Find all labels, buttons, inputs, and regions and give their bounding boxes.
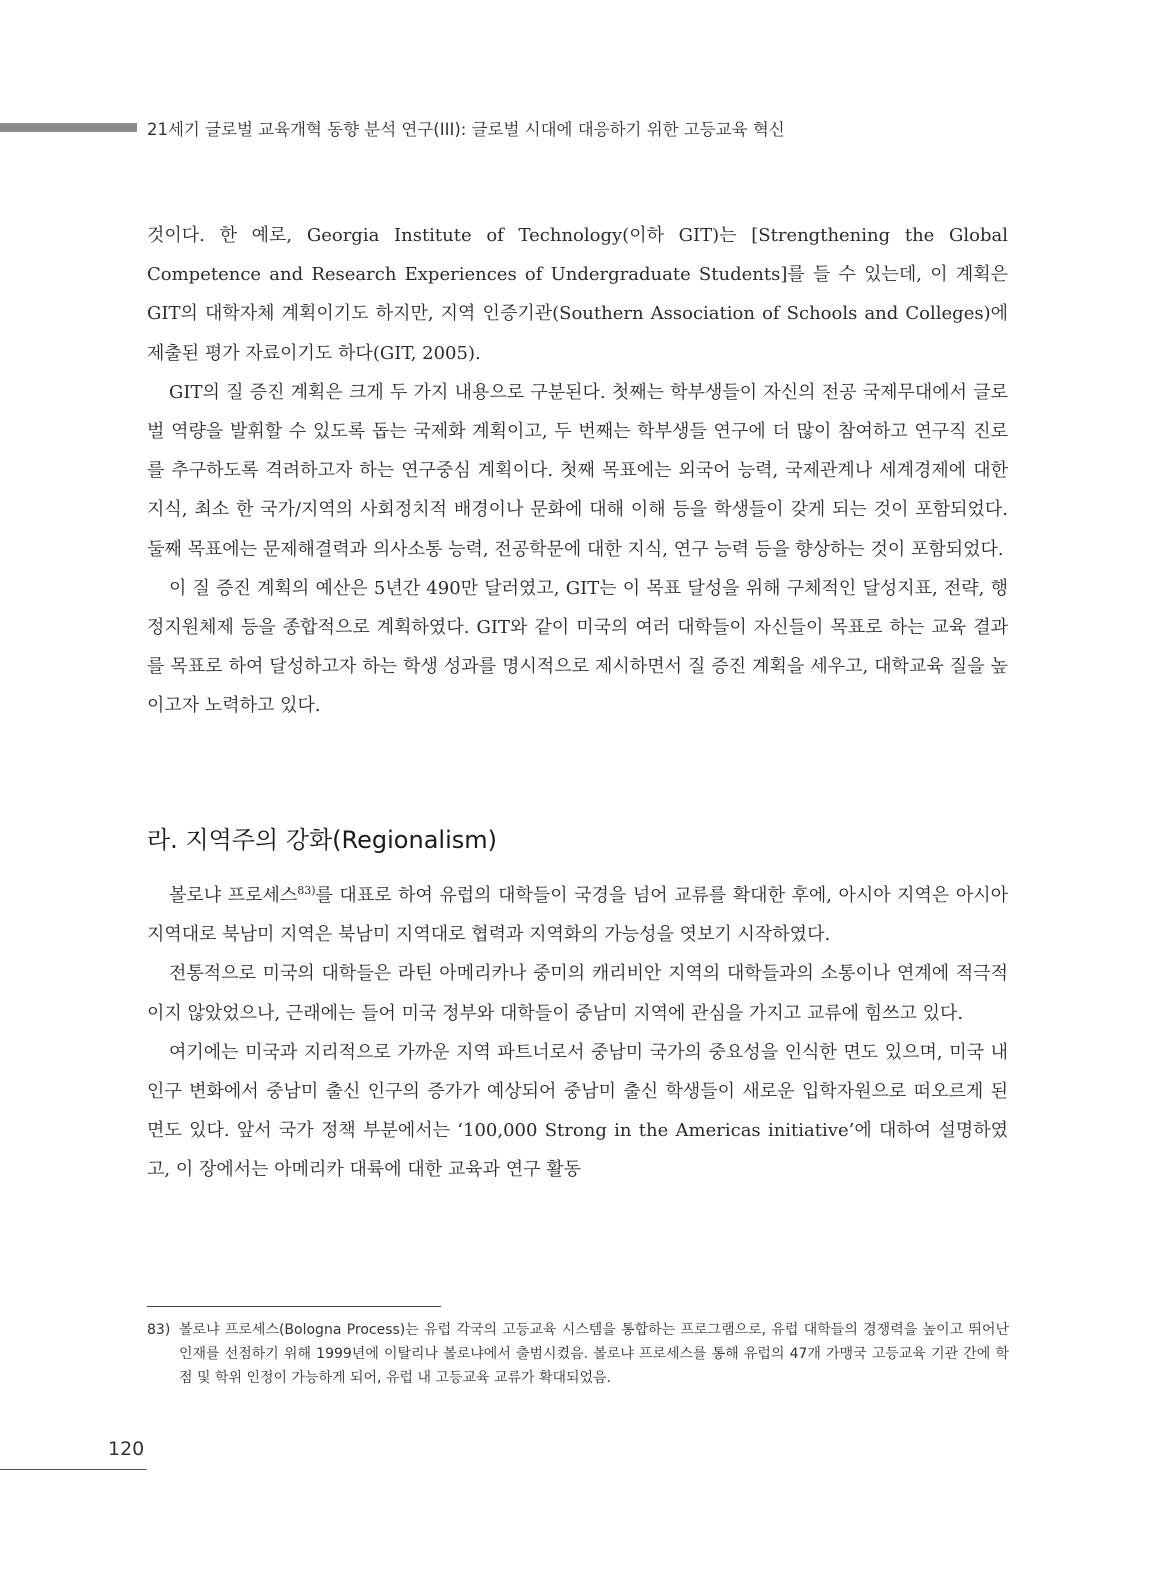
paragraph-text: 볼로냐 프로세스 [169,885,298,906]
paragraph: 것이다. 한 예로, Georgia Institute of Technology(이하 GIT)는 [Strengthening the Global Competence and Research Experiences of Undergraduate Students]를 들 수 있는데, 이 계획은 GIT의 대학자체 계획이기도 하지만, 지역 인증기관(Southern Association of Schools and Colleges)에 제출된 평가 자료이기도 하다(GIT, 2005). [147,225,1008,364]
footnote-divider [147,1306,441,1307]
body-block-b [147,876,1008,1190]
body-block-a [147,216,1008,726]
footnote-number: 83) [147,1322,171,1338]
page-number: 120 [108,1438,145,1460]
footer-rule [0,1469,147,1470]
paragraph: GIT의 질 증진 계획은 크게 두 가지 내용으로 구분된다. 첫째는 학부생들이 자신의 전공 국제무대에서 글로벌 역량을 발휘할 수 있도록 돕는 국제화 계획이고, 두 번째는 학부생들 연구에 더 많이 참여하고 연구직 진로를 추구하도록 격려하고자 하는 연구중심 계획이다. 첫째 목표에는 외국어 능력, 국제관계나 세계경제에 대한 지식, 최소 한 국가/지역의 사회정치적 배경이나 문화에 대해 이해 등을 학생들이 갖게 되는 것이 포함되었다. 둘째 목표에는 문제해결력과 의사소통 능력, 전공학문에 대한 지식, 연구 능력 등을 향상하는 것이 포함되었다. [147,381,1008,560]
section-heading: 라. 지역주의 강화(Regionalism) [147,826,497,854]
header-bar [0,123,137,132]
paragraph: 전통적으로 미국의 대학들은 라틴 아메리카나 중미의 캐리비안 지역의 대학들과의 소통이나 연계에 적극적이지 않았었으나, 근래에는 들어 미국 정부와 대학들이 중남미 지역에 관심을 가지고 교류에 힘쓰고 있다. [147,963,1008,1024]
paragraph [147,876,1008,954]
footnote [147,1318,1009,1390]
paragraph-text: 를 대표로 하여 유럽의 대학들이 국경을 넘어 교류를 확대한 후에, 아시아 지역은 아시아 지역대로 북남미 지역은 북남미 지역대로 협력과 지역화의 가능성을 엿보기 시작하였다. [147,885,1008,946]
footnote-text: 볼로냐 프로세스(Bologna Process)는 유럽 각국의 고등교육 시스템을 통합하는 프로그램으로, 유럽 대학들의 경쟁력을 높이고 뛰어난 인재를 선점하기 위해 1999년에 이탈리나 볼로냐에서 출범시켰음. 볼로냐 프로세스를 통해 유럽의 47개 가맹국 고등교육 기관 간에 학점 및 학위 인정이 가능하게 되어, 유럽 내 고등교육 교류가 확대되었음. [179,1322,1009,1386]
paragraph: 이 질 증진 계획의 예산은 5년간 490만 달러였고, GIT는 이 목표 달성을 위해 구체적인 달성지표, 전략, 행정지원체제 등을 종합적으로 계획하였다. GIT와 같이 미국의 여러 대학들이 자신들이 목표로 하는 교육 결과를 목표로 하여 달성하고자 하는 학생 성과를 명시적으로 제시하면서 질 증진 계획을 세우고, 대학교육 질을 높이고자 노력하고 있다. [147,577,1008,717]
footnote-reference[interactable]: 83) [297,884,316,897]
paragraph: 여기에는 미국과 지리적으로 가까운 지역 파트너로서 중남미 국가의 중요성을 인식한 면도 있으며, 미국 내 인구 변화에서 중남미 출신 인구의 증가가 예상되어 중남미 출신 학생들이 새로운 입학자원으로 떠오르게 된 면도 있다. 앞서 국가 정책 부분에서는 ‘100,000 Strong in the Americas initiative’에 대하여 설명하였고, 이 장에서는 아메리카 대륙에 대한 교육과 연구 활동 [147,1041,1008,1181]
running-header-title: 21세기 글로벌 교육개혁 동향 분석 연구(III): 글로벌 시대에 대응하기 위한 고등교육 혁신 [147,120,785,139]
